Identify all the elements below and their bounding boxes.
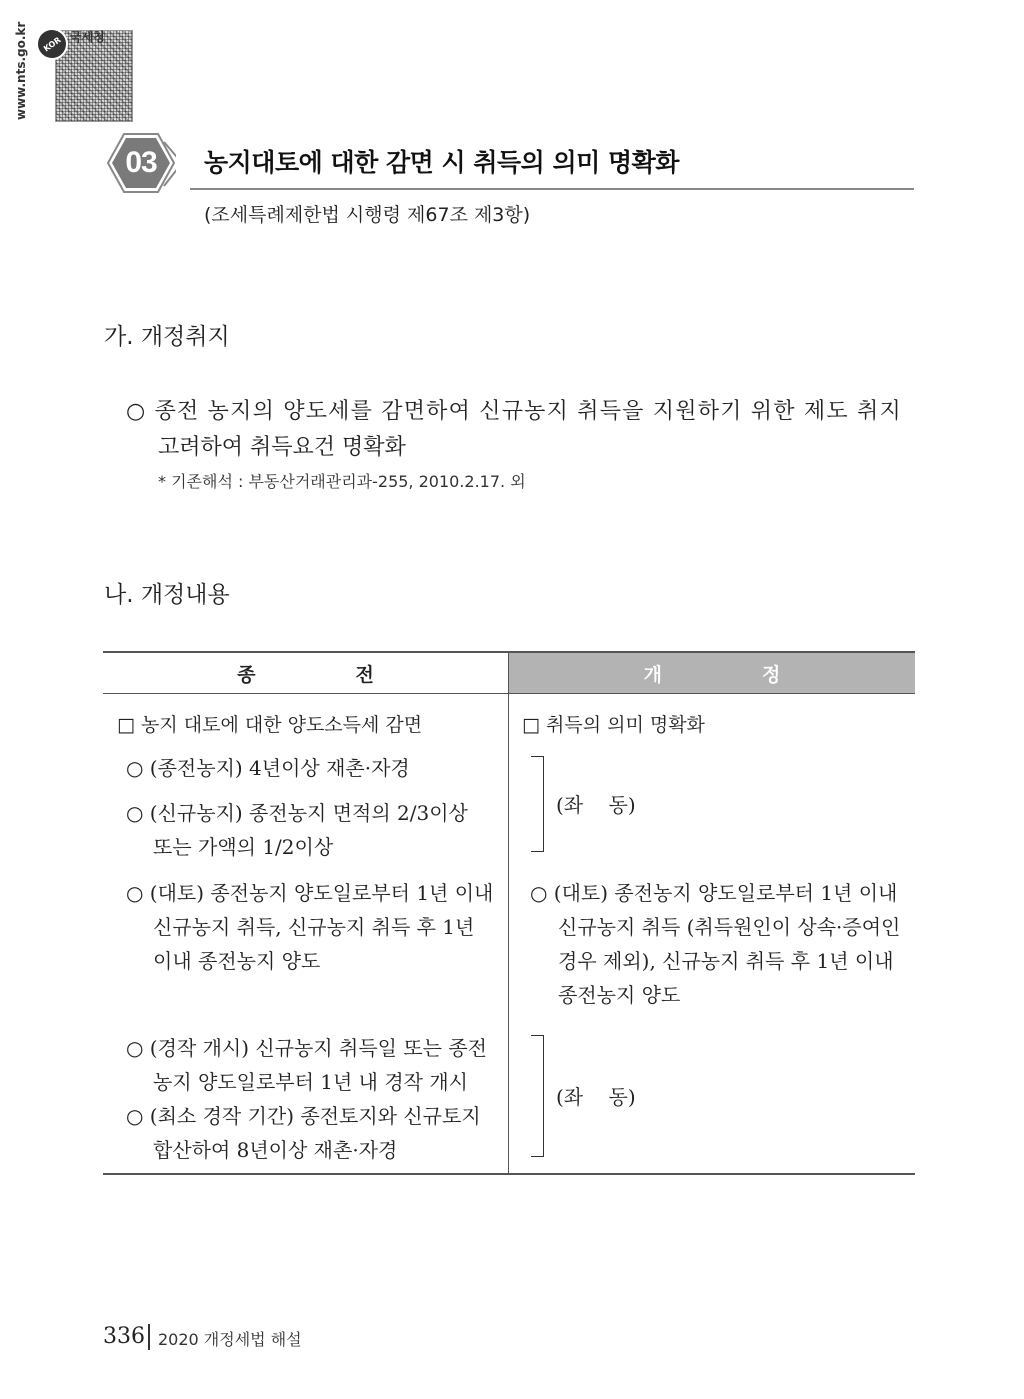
right-bullet-3-line2: 신규농지 취득 (취득원인이 상속·증여인 bbox=[558, 915, 901, 939]
same-as-left-2: (좌 동) bbox=[556, 1085, 636, 1109]
page-number: 336 bbox=[103, 1324, 145, 1349]
left-bullet-3-line3: 이내 종전농지 양도 bbox=[153, 949, 321, 973]
section-title: 농지대토에 대한 감면 시 취득의 의미 명확화 bbox=[204, 148, 679, 177]
site-url: www.nts.go.kr bbox=[14, 21, 28, 120]
same-as-left-bracket-2 bbox=[531, 1035, 544, 1157]
purpose-heading: 가. 개정취지 bbox=[104, 324, 230, 350]
left-bullet-4-line1: ○ (경작 개시) 신규농지 취득일 또는 종전 bbox=[126, 1036, 488, 1060]
section-subtitle: (조세특례제한법 시행령 제67조 제3항) bbox=[204, 204, 531, 226]
nts-logo-icon: KOR bbox=[30, 22, 75, 67]
purpose-bullet-line2: 고려하여 취득요건 명확화 bbox=[158, 435, 406, 460]
left-bullet-3-line2: 신규농지 취득, 신규농지 취득 후 1년 bbox=[153, 915, 475, 939]
purpose-bullet-line1: ○ 종전 농지의 양도세를 감면하여 신규농지 취득을 지원하기 위한 제도 취지 bbox=[126, 399, 902, 424]
same-as-left-bracket-1 bbox=[531, 756, 544, 852]
table-header-after: 개정 bbox=[509, 653, 915, 693]
right-cell-title: □ 취득의 의미 명확화 bbox=[522, 714, 705, 736]
right-bullet-3-line3: 경우 제외), 신규농지 취득 후 1년 이내 bbox=[558, 949, 894, 973]
left-bullet-5-line2: 합산하여 8년이상 재촌·자경 bbox=[153, 1138, 398, 1162]
table-bottom-border bbox=[103, 1173, 915, 1175]
title-divider bbox=[190, 188, 914, 190]
left-bullet-1: ○ (종전농지) 4년이상 재촌·자경 bbox=[126, 756, 410, 780]
section-number: 03 bbox=[125, 146, 157, 179]
table-header-before: 종전 bbox=[237, 663, 474, 686]
left-bullet-2-line2: 또는 가액의 1/2이상 bbox=[153, 835, 334, 859]
agency-name: 국세청 bbox=[70, 30, 105, 44]
left-cell-title: □ 농지 대토에 대한 양도소득세 감면 bbox=[117, 714, 423, 736]
content-heading: 나. 개정내용 bbox=[104, 582, 230, 608]
right-bullet-3-line1: ○ (대토) 종전농지 양도일로부터 1년 이내 bbox=[530, 881, 898, 905]
purpose-note: * 기존해석 : 부동산거래관리과-255, 2010.2.17. 외 bbox=[158, 472, 526, 491]
left-bullet-2-line1: ○ (신규농지) 종전농지 면적의 2/3이상 bbox=[126, 801, 468, 825]
footer-book-title: 2020 개정세법 해설 bbox=[158, 1330, 302, 1349]
right-bullet-3-line4: 종전농지 양도 bbox=[558, 983, 681, 1007]
table-column-divider bbox=[508, 653, 509, 1173]
same-as-left-1: (좌 동) bbox=[556, 793, 636, 817]
left-bullet-4-line2: 농지 양도일로부터 1년 내 경작 개시 bbox=[153, 1070, 468, 1094]
table-header-divider bbox=[103, 693, 915, 694]
footer-divider bbox=[148, 1324, 150, 1350]
left-bullet-5-line1: ○ (최소 경작 기간) 종전토지와 신규토지 bbox=[126, 1104, 481, 1128]
left-bullet-3-line1: ○ (대토) 종전농지 양도일로부터 1년 이내 bbox=[126, 881, 494, 905]
